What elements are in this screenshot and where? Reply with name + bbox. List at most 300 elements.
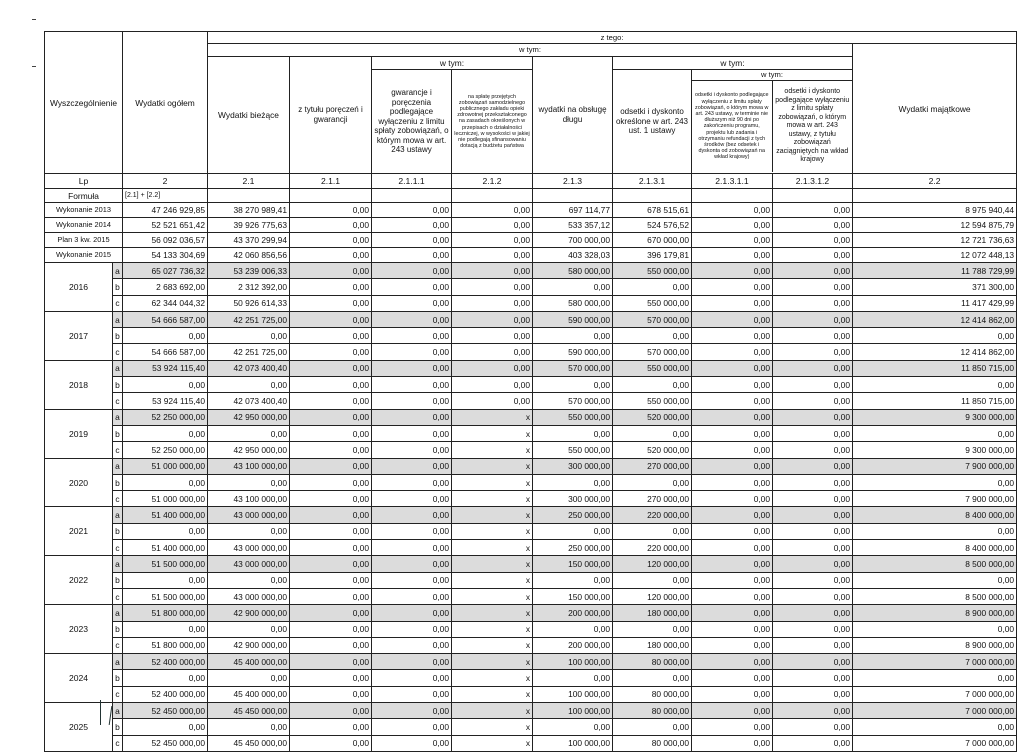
- value-cell: 42 950 000,00: [208, 409, 290, 425]
- value-cell: x: [452, 637, 533, 653]
- value-cell: 550 000,00: [613, 263, 692, 279]
- value-cell: 550 000,00: [613, 295, 692, 311]
- value-cell: 53 924 115,40: [123, 360, 208, 376]
- value-cell: 0,00: [123, 425, 208, 441]
- value-cell: 0,00: [208, 425, 290, 441]
- value-cell: 43 100 000,00: [208, 458, 290, 474]
- financial-table-page: [44, 31, 1016, 752]
- value-cell: 0,00: [773, 393, 853, 409]
- year-row: [45, 735, 1017, 751]
- value-cell: 570 000,00: [613, 311, 692, 327]
- header-odsetki-podlegajace: odsetki i dyskonto podlegające wyłączeniu z limitu spłaty zobowiązań, o którym mowa w art. 243 ustawy, w terminie nie dłuższym niż 90 dni po zakończeniu programu, projektu lub zadania i otrzymaniu refundacji z tych środków (bez odsetek i dyskonta od zobowiązań na wkład krajowy): [692, 81, 772, 173]
- value-cell: 0,00: [692, 670, 773, 686]
- value-cell: 0,00: [290, 670, 372, 686]
- value-cell: 0,00: [208, 621, 290, 637]
- value-cell: 0,00: [290, 540, 372, 556]
- value-cell: 0,00: [290, 588, 372, 604]
- pen-mark: [100, 700, 101, 725]
- row-letter: c: [113, 393, 123, 409]
- value-cell: 100 000,00: [533, 703, 613, 719]
- value-cell: 0,00: [613, 670, 692, 686]
- value-cell: 0,00: [372, 572, 452, 588]
- value-cell: 0,00: [773, 233, 853, 248]
- scan-mark: [32, 19, 36, 20]
- value-cell: 0,00: [853, 572, 1017, 588]
- value-cell: 0,00: [290, 344, 372, 360]
- value-cell: 0,00: [372, 654, 452, 670]
- value-cell: 42 950 000,00: [208, 442, 290, 458]
- value-cell: 0,00: [692, 507, 773, 523]
- year-row: [45, 572, 1017, 588]
- value-cell: 550 000,00: [533, 409, 613, 425]
- value-cell: 42 251 725,00: [208, 344, 290, 360]
- year-label: 2020: [45, 458, 113, 507]
- year-row: [45, 523, 1017, 539]
- value-cell: 550 000,00: [613, 393, 692, 409]
- value-cell: 0,00: [692, 328, 773, 344]
- header-w-tym-left: w tym:: [372, 57, 533, 70]
- value-cell: 0,00: [773, 719, 853, 735]
- value-cell: 700 000,00: [533, 233, 613, 248]
- year-label: 2022: [45, 556, 113, 605]
- value-cell: 0,00: [208, 377, 290, 393]
- value-cell: 0,00: [290, 360, 372, 376]
- value-cell: 0,00: [692, 218, 773, 233]
- value-cell: 0,00: [773, 425, 853, 441]
- value-cell: 0,00: [853, 621, 1017, 637]
- value-cell: 52 400 000,00: [123, 686, 208, 702]
- value-cell: 0,00: [692, 344, 773, 360]
- value-cell: 0,00: [290, 328, 372, 344]
- value-cell: 43 000 000,00: [208, 588, 290, 604]
- value-cell: 0,00: [452, 295, 533, 311]
- value-cell: 0,00: [533, 425, 613, 441]
- value-cell: 42 073 400,40: [208, 360, 290, 376]
- value-cell: 52 450 000,00: [123, 703, 208, 719]
- value-cell: 0,00: [773, 491, 853, 507]
- value-cell: 0,00: [452, 218, 533, 233]
- row-letter: c: [113, 540, 123, 556]
- value-cell: 0,00: [692, 654, 773, 670]
- value-cell: 0,00: [372, 637, 452, 653]
- history-row: [45, 218, 1017, 233]
- value-cell: 0,00: [372, 686, 452, 702]
- value-cell: 0,00: [853, 523, 1017, 539]
- lp-cell: 2.1.3.1.2: [773, 174, 853, 189]
- value-cell: 0,00: [692, 703, 773, 719]
- year-row: [45, 686, 1017, 702]
- value-cell: 11 850 715,00: [853, 393, 1017, 409]
- value-cell: 0,00: [773, 523, 853, 539]
- value-cell: 0,00: [692, 523, 773, 539]
- history-row: [45, 203, 1017, 218]
- row-letter: c: [113, 735, 123, 751]
- year-row: [45, 540, 1017, 556]
- value-cell: 0,00: [613, 572, 692, 588]
- value-cell: 550 000,00: [613, 360, 692, 376]
- value-cell: 0,00: [123, 523, 208, 539]
- value-cell: 51 800 000,00: [123, 605, 208, 621]
- value-cell: 0,00: [290, 491, 372, 507]
- value-cell: 0,00: [372, 360, 452, 376]
- value-cell: 0,00: [773, 311, 853, 327]
- row-letter: a: [113, 507, 123, 523]
- value-cell: 51 500 000,00: [123, 556, 208, 572]
- value-cell: 52 521 651,42: [123, 218, 208, 233]
- value-cell: 0,00: [692, 686, 773, 702]
- value-cell: x: [452, 540, 533, 556]
- value-cell: 590 000,00: [533, 311, 613, 327]
- value-cell: 43 100 000,00: [208, 491, 290, 507]
- year-row: [45, 425, 1017, 441]
- value-cell: 0,00: [613, 523, 692, 539]
- value-cell: 0,00: [290, 637, 372, 653]
- value-cell: 0,00: [290, 263, 372, 279]
- value-cell: 7 900 000,00: [853, 458, 1017, 474]
- value-cell: 0,00: [692, 474, 773, 490]
- value-cell: 45 450 000,00: [208, 703, 290, 719]
- table-header: [45, 32, 1017, 174]
- value-cell: 0,00: [372, 233, 452, 248]
- value-cell: x: [452, 686, 533, 702]
- value-cell: 0,00: [773, 556, 853, 572]
- value-cell: 0,00: [533, 670, 613, 686]
- header-wydatki-biezace: Wydatki bieżące: [208, 57, 290, 174]
- year-label: 2023: [45, 605, 113, 654]
- row-letter: c: [113, 491, 123, 507]
- value-cell: 0,00: [692, 233, 773, 248]
- value-cell: 8 400 000,00: [853, 540, 1017, 556]
- row-letter: c: [113, 637, 123, 653]
- value-cell: 0,00: [853, 670, 1017, 686]
- value-cell: 7 900 000,00: [853, 491, 1017, 507]
- value-cell: x: [452, 409, 533, 425]
- value-cell: 250 000,00: [533, 540, 613, 556]
- value-cell: 0,00: [372, 425, 452, 441]
- value-cell: 220 000,00: [613, 540, 692, 556]
- value-cell: 45 450 000,00: [208, 735, 290, 751]
- value-cell: 11 850 715,00: [853, 360, 1017, 376]
- value-cell: 42 060 856,56: [208, 248, 290, 263]
- value-cell: 65 027 736,32: [123, 263, 208, 279]
- value-cell: 0,00: [290, 556, 372, 572]
- header-z-tego: z tego:: [208, 32, 1017, 44]
- value-cell: 250 000,00: [533, 507, 613, 523]
- value-cell: 12 072 448,13: [853, 248, 1017, 263]
- lp-cell: 2.1.1.1: [372, 174, 452, 189]
- header-odsetki-group: [692, 70, 853, 174]
- header-w-tym-top: w tym:: [208, 44, 853, 57]
- year-row: [45, 295, 1017, 311]
- value-cell: 42 073 400,40: [208, 393, 290, 409]
- value-cell: 0,00: [290, 735, 372, 751]
- value-cell: 0,00: [773, 203, 853, 218]
- value-cell: 0,00: [692, 719, 773, 735]
- value-cell: 0,00: [773, 295, 853, 311]
- year-label: 2019: [45, 409, 113, 458]
- value-cell: 0,00: [692, 442, 773, 458]
- value-cell: x: [452, 507, 533, 523]
- header-splata-zobowiazan: na spłatę przejętych zobowiązań samodzielnego publicznego zakładu opieki zdrowotnej przekształconego na zasadach określonych w przepisach o działalności leczniczej, w wysokości w jakiej nie podlegają sfinansowaniu dotacją z budżetu państwa: [452, 70, 533, 174]
- value-cell: 180 000,00: [613, 637, 692, 653]
- value-cell: 0,00: [123, 474, 208, 490]
- year-row: [45, 507, 1017, 523]
- value-cell: 0,00: [773, 458, 853, 474]
- value-cell: 270 000,00: [613, 491, 692, 507]
- value-cell: 8 500 000,00: [853, 588, 1017, 604]
- value-cell: 0,00: [773, 328, 853, 344]
- value-cell: 0,00: [773, 605, 853, 621]
- row-letter: b: [113, 377, 123, 393]
- value-cell: 120 000,00: [613, 588, 692, 604]
- value-cell: 80 000,00: [613, 654, 692, 670]
- value-cell: 0,00: [692, 311, 773, 327]
- value-cell: 0,00: [123, 377, 208, 393]
- row-letter: b: [113, 621, 123, 637]
- value-cell: 8 500 000,00: [853, 556, 1017, 572]
- year-label: 2018: [45, 360, 113, 409]
- value-cell: 7 000 000,00: [853, 735, 1017, 751]
- value-cell: 0,00: [290, 523, 372, 539]
- value-cell: 0,00: [773, 218, 853, 233]
- row-letter: b: [113, 279, 123, 295]
- value-cell: 0,00: [692, 605, 773, 621]
- value-cell: 54 666 587,00: [123, 311, 208, 327]
- value-cell: 0,00: [533, 621, 613, 637]
- value-cell: 0,00: [853, 425, 1017, 441]
- row-letter: a: [113, 263, 123, 279]
- year-row: [45, 442, 1017, 458]
- value-cell: 0,00: [290, 654, 372, 670]
- value-cell: x: [452, 605, 533, 621]
- header-odsetki-art243: odsetki i dyskonto określone w art. 243 ust. 1 ustawy: [613, 70, 692, 174]
- formula-value: [2.1] + [2.2]: [123, 189, 208, 203]
- value-cell: 0,00: [692, 360, 773, 376]
- value-cell: 0,00: [533, 572, 613, 588]
- value-cell: 12 414 862,00: [853, 311, 1017, 327]
- value-cell: 0,00: [290, 605, 372, 621]
- value-cell: 0,00: [533, 719, 613, 735]
- value-cell: 570 000,00: [533, 393, 613, 409]
- value-cell: 12 721 736,63: [853, 233, 1017, 248]
- value-cell: 0,00: [123, 670, 208, 686]
- value-cell: 52 250 000,00: [123, 442, 208, 458]
- formula-label: Formuła: [45, 189, 123, 203]
- value-cell: 220 000,00: [613, 507, 692, 523]
- value-cell: 0,00: [372, 621, 452, 637]
- value-cell: 54 666 587,00: [123, 344, 208, 360]
- year-label: 2024: [45, 654, 113, 703]
- value-cell: 0,00: [692, 491, 773, 507]
- value-cell: 0,00: [372, 670, 452, 686]
- value-cell: x: [452, 654, 533, 670]
- row-letter: a: [113, 458, 123, 474]
- value-cell: x: [452, 670, 533, 686]
- value-cell: 0,00: [372, 588, 452, 604]
- year-label: 2025: [45, 703, 113, 752]
- year-row: [45, 621, 1017, 637]
- expenditure-table: [44, 31, 1017, 752]
- lp-cell: 2.2: [853, 174, 1017, 189]
- row-letter: a: [113, 311, 123, 327]
- value-cell: 0,00: [208, 523, 290, 539]
- value-cell: x: [452, 572, 533, 588]
- row-letter: b: [113, 572, 123, 588]
- value-cell: 0,00: [372, 703, 452, 719]
- value-cell: 0,00: [372, 203, 452, 218]
- value-cell: 0,00: [773, 735, 853, 751]
- year-row: [45, 670, 1017, 686]
- value-cell: 56 092 036,57: [123, 233, 208, 248]
- formula-row: [45, 189, 1017, 203]
- header-w-tym-inner: w tym:: [692, 70, 852, 81]
- value-cell: 0,00: [773, 686, 853, 702]
- year-label: 2017: [45, 311, 113, 360]
- value-cell: 45 400 000,00: [208, 654, 290, 670]
- header-poreczen: z tytułu poręczeń i gwarancji: [290, 57, 372, 174]
- value-cell: 45 400 000,00: [208, 686, 290, 702]
- value-cell: 0,00: [773, 588, 853, 604]
- value-cell: x: [452, 458, 533, 474]
- value-cell: 0,00: [290, 393, 372, 409]
- value-cell: 0,00: [372, 523, 452, 539]
- value-cell: 0,00: [290, 686, 372, 702]
- value-cell: 51 400 000,00: [123, 540, 208, 556]
- value-cell: x: [452, 703, 533, 719]
- value-cell: 0,00: [372, 311, 452, 327]
- value-cell: 0,00: [372, 393, 452, 409]
- value-cell: 0,00: [452, 203, 533, 218]
- year-label: 2016: [45, 263, 113, 312]
- value-cell: 150 000,00: [533, 588, 613, 604]
- value-cell: 0,00: [208, 572, 290, 588]
- value-cell: 39 926 775,63: [208, 218, 290, 233]
- value-cell: 0,00: [692, 409, 773, 425]
- header-wydatki-obsluga: wydatki na obsługę długu: [533, 57, 613, 174]
- value-cell: 0,00: [613, 474, 692, 490]
- value-cell: 0,00: [692, 377, 773, 393]
- value-cell: 0,00: [692, 393, 773, 409]
- lp-cell: 2.1.1: [290, 174, 372, 189]
- value-cell: 0,00: [372, 491, 452, 507]
- value-cell: 0,00: [290, 719, 372, 735]
- value-cell: 0,00: [773, 654, 853, 670]
- value-cell: 0,00: [773, 507, 853, 523]
- value-cell: 0,00: [372, 409, 452, 425]
- value-cell: 53 239 006,33: [208, 263, 290, 279]
- value-cell: 0,00: [692, 621, 773, 637]
- value-cell: 396 179,81: [613, 248, 692, 263]
- value-cell: 0,00: [372, 218, 452, 233]
- value-cell: 42 900 000,00: [208, 637, 290, 653]
- value-cell: 580 000,00: [533, 263, 613, 279]
- value-cell: 0,00: [533, 523, 613, 539]
- lp-cell: Lp: [45, 174, 123, 189]
- lp-cell: 2.1.3: [533, 174, 613, 189]
- value-cell: 0,00: [692, 637, 773, 653]
- value-cell: 0,00: [613, 621, 692, 637]
- value-cell: 150 000,00: [533, 556, 613, 572]
- value-cell: 0,00: [692, 203, 773, 218]
- value-cell: 0,00: [290, 248, 372, 263]
- value-cell: 580 000,00: [533, 295, 613, 311]
- value-cell: 0,00: [290, 311, 372, 327]
- value-cell: 51 000 000,00: [123, 458, 208, 474]
- value-cell: 0,00: [773, 703, 853, 719]
- year-row: [45, 458, 1017, 474]
- history-row: [45, 248, 1017, 263]
- value-cell: 42 900 000,00: [208, 605, 290, 621]
- value-cell: 47 246 929,85: [123, 203, 208, 218]
- year-row: [45, 344, 1017, 360]
- value-cell: 0,00: [533, 377, 613, 393]
- value-cell: 0,00: [773, 360, 853, 376]
- value-cell: 2 312 392,00: [208, 279, 290, 295]
- value-cell: x: [452, 735, 533, 751]
- value-cell: 7 000 000,00: [853, 686, 1017, 702]
- value-cell: 0,00: [692, 556, 773, 572]
- value-cell: 51 400 000,00: [123, 507, 208, 523]
- value-cell: 0,00: [452, 311, 533, 327]
- value-cell: 0,00: [452, 344, 533, 360]
- value-cell: 0,00: [290, 233, 372, 248]
- value-cell: 12 414 862,00: [853, 344, 1017, 360]
- header-odsetki-subtable: [692, 70, 852, 172]
- value-cell: x: [452, 621, 533, 637]
- value-cell: 0,00: [613, 719, 692, 735]
- value-cell: 0,00: [613, 279, 692, 295]
- value-cell: 51 500 000,00: [123, 588, 208, 604]
- value-cell: 0,00: [773, 263, 853, 279]
- row-letter: b: [113, 328, 123, 344]
- value-cell: 0,00: [290, 458, 372, 474]
- value-cell: 7 000 000,00: [853, 703, 1017, 719]
- value-cell: 0,00: [692, 540, 773, 556]
- value-cell: x: [452, 556, 533, 572]
- value-cell: 0,00: [533, 279, 613, 295]
- value-cell: x: [452, 719, 533, 735]
- value-cell: 0,00: [452, 279, 533, 295]
- year-row: [45, 654, 1017, 670]
- row-letter: c: [113, 295, 123, 311]
- value-cell: 43 000 000,00: [208, 507, 290, 523]
- value-cell: 0,00: [692, 588, 773, 604]
- value-cell: 300 000,00: [533, 491, 613, 507]
- value-cell: 0,00: [123, 328, 208, 344]
- value-cell: 0,00: [208, 719, 290, 735]
- value-cell: 0,00: [773, 621, 853, 637]
- value-cell: 0,00: [290, 377, 372, 393]
- value-cell: x: [452, 425, 533, 441]
- year-label: 2021: [45, 507, 113, 556]
- value-cell: 0,00: [692, 248, 773, 263]
- value-cell: 0,00: [773, 637, 853, 653]
- row-letter: c: [113, 344, 123, 360]
- value-cell: 8 900 000,00: [853, 637, 1017, 653]
- value-cell: 43 000 000,00: [208, 556, 290, 572]
- value-cell: 0,00: [372, 263, 452, 279]
- value-cell: 0,00: [372, 507, 452, 523]
- value-cell: 0,00: [773, 572, 853, 588]
- value-cell: 678 515,61: [613, 203, 692, 218]
- lp-row: [45, 174, 1017, 189]
- value-cell: 80 000,00: [613, 735, 692, 751]
- header-gwarancje: gwarancje i poręczenia podlegające wyłączeniu z limitu spłaty zobowiązań, o którym mowa w art. 243 ustawy: [372, 70, 452, 174]
- value-cell: 0,00: [372, 248, 452, 263]
- year-row: [45, 393, 1017, 409]
- value-cell: 0,00: [853, 377, 1017, 393]
- value-cell: 270 000,00: [613, 458, 692, 474]
